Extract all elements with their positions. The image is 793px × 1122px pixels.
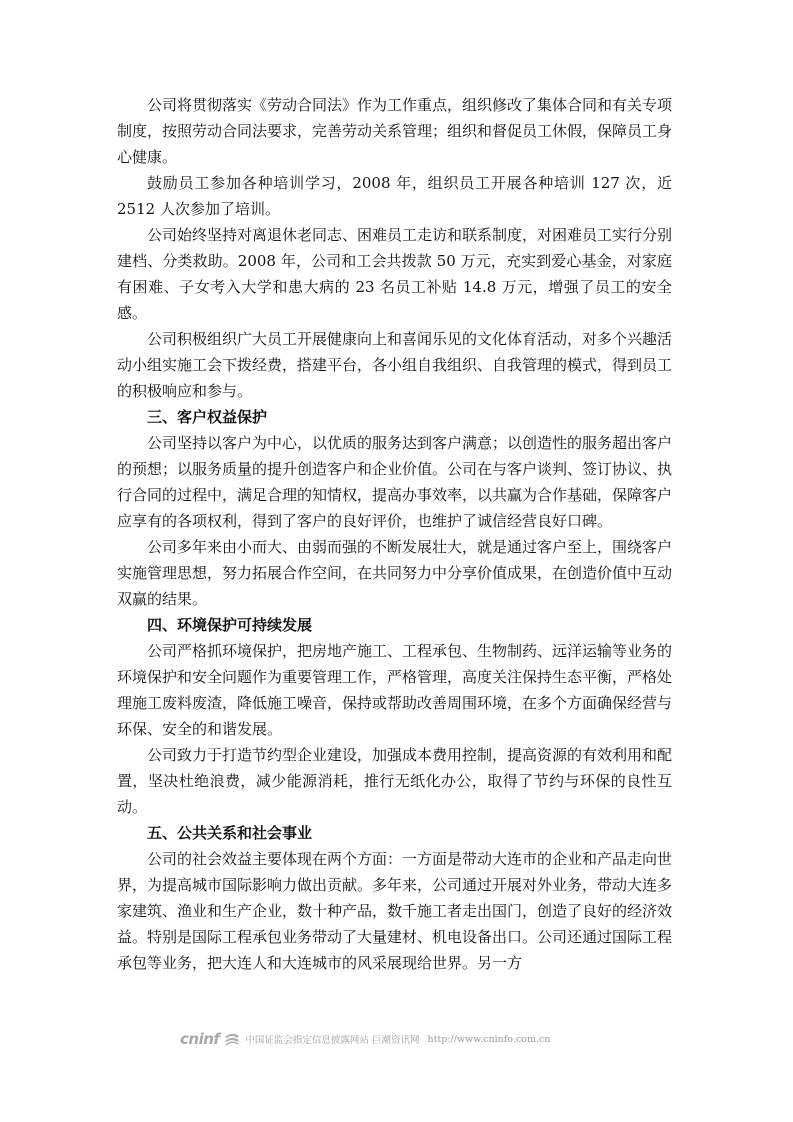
cninf-logo-icon [223,1032,241,1046]
paragraph-customer-growth: 公司多年来由小而大、由弱而强的不断发展壮大，就是通过客户至上，围绕客户实施管理思想，努力拓展合作空间，在共同努力中分享价值成果，在创造价值中互动双赢的结果。 [117,538,673,608]
paragraph-environment-protection: 公司严格抓环境保护，把房地产施工、工程承包、生物制药、远洋运输等业务的环境保护和安全问题作为重要管理工作，严格管理，高度关注保持生态平衡，严格处理施工废料废渣，降低施工噪音，保持或帮助改善周围环境，在多个方面确保经营与环保、安全的和谐发展。 [117,642,673,738]
paragraph-labor-contract: 公司将贯彻落实《劳动合同法》作为工作重点，组织修改了集体合同和有关专项制度，按照劳动合同法要求，完善劳动关系管理；组织和督促员工休假，保障员工身心健康。 [117,96,673,166]
heading-environment: 四、环境保护可持续发展 [147,616,313,634]
heading-public-relations: 五、公共关系和社会事业 [147,824,313,842]
document-body [117,92,672,976]
footer-site-name: 中国证监会指定信息披露网站 巨潮资讯网 [245,1035,420,1046]
paragraph-cultural-activities: 公司积极组织广大员工开展健康向上和喜闻乐见的文化体育活动，对多个兴趣活动小组实施工会下拨经费，搭建平台，各小组自我组织、自我管理的模式，得到员工的积极响应和参与。 [117,330,673,400]
paragraph-retiree-support: 公司始终坚持对离退休老同志、困难员工走访和联系制度，对困难员工实行分别建档、分类救助。2008 年，公司和工会共拨款 50 万元，充实到爱心基金，对家庭有困难、子女考入大学和患大病的 23 名员工补贴 14.8 万元，增强了员工的安全感。 [117,226,673,322]
footer-url[interactable]: http://www.cninfo.com.cn [427,1033,551,1045]
paragraph-social-benefits: 公司的社会效益主要体现在两个方面：一方面是带动大连市的企业和产品走向世界，为提高城市国际影响力做出贡献。多年来，公司通过开展对外业务，带动大连多家建筑、渔业和生产企业，数十种产品，数千施工者走出国门，创造了良好的经济效益。特别是国际工程承包业务带动了大量建材、机电设备出口。公司还通过国际工程承包等业务，把大连人和大连城市的风采展现给世界。另一方 [117,850,673,972]
paragraph-resource-saving: 公司致力于打造节约型企业建设，加强成本费用控制，提高资源的有效利用和配置，坚决杜绝浪费，减少能源消耗，推行无纸化办公，取得了节约与环保的良性互动。 [117,746,673,816]
paragraph-training: 鼓励员工参加各种培训学习，2008 年，组织员工开展各种培训 127 次，近 2512 人次参加了培训。 [117,174,672,218]
paragraph-customer-center: 公司坚持以客户为中心，以优质的服务达到客户满意；以创造性的服务超出客户的预想；以服务质量的提升创造客户和企业价值。公司在与客户谈判、签订协议、执行合同的过程中，满足合理的知情权，提高办事效率，以共赢为合作基础，保障客户应享有的各项权利，得到了客户的良好评价，也维护了诚信经营良好口碑。 [117,434,673,530]
cninf-logo-text: cninf [180,1030,220,1048]
heading-customer-rights: 三、客户权益保护 [147,408,268,426]
page-footer [180,1030,600,1048]
